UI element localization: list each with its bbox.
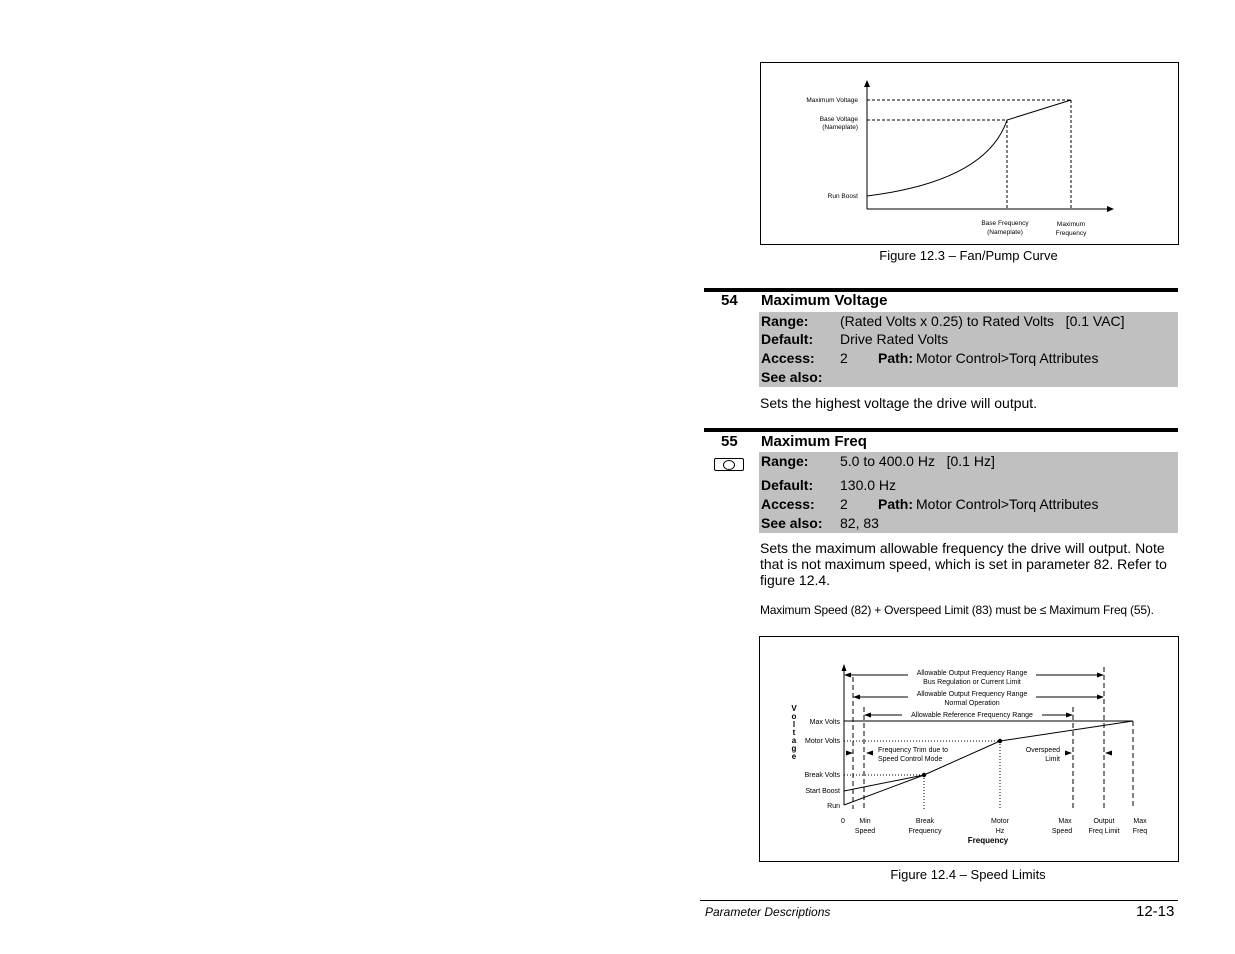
param-55-number: 55 <box>721 433 738 450</box>
stop-drive-icon <box>714 458 744 471</box>
label-run-boost: Run Boost <box>827 193 858 200</box>
param-55-note: Maximum Speed (82) + Overspeed Limit (83) must be ≤ Maximum Freq (55). <box>760 603 1154 617</box>
y-axis-title-letter: t <box>792 728 796 737</box>
param-54-number: 54 <box>721 292 738 309</box>
svg-text:Hz: Hz <box>995 828 1005 835</box>
figure-12-4-frame <box>759 636 1179 862</box>
param-54-default-value: Drive Rated Volts <box>840 331 949 347</box>
y-axis-title-letter: g <box>791 744 797 753</box>
annotation-normal-operation: Allowable Output Frequency Range <box>916 691 1028 698</box>
param-54-range-value: (Rated Volts x 0.25) to Rated Volts [0.1 VAC] <box>840 313 1125 329</box>
figure-12-4-caption: Figure 12.4 – Speed Limits <box>890 867 1046 882</box>
svg-text:Freq Limit: Freq Limit <box>1088 828 1120 835</box>
x-label-zero: 0 <box>841 818 845 825</box>
speed-limits-diagram <box>760 637 1178 861</box>
figure-12-3-frame <box>760 62 1179 245</box>
param-54-see-also-label: See also: <box>761 369 823 385</box>
param-54-path-value: Motor Control>Torq Attributes <box>916 350 1099 366</box>
param-54-range-label: Range: <box>761 313 809 329</box>
y-axis-title-letter: e <box>791 752 797 761</box>
svg-text:Normal Operation: Normal Operation <box>944 700 1000 707</box>
svg-text:(Nameplate): (Nameplate) <box>987 229 1023 236</box>
param-55-access-value: 2 <box>840 496 848 512</box>
fan-pump-curve <box>867 100 1071 196</box>
footer-rule <box>700 900 1178 901</box>
svg-text:Freq: Freq <box>1132 828 1148 835</box>
param-54-description: Sets the highest voltage the drive will output. <box>760 395 1038 411</box>
param-55-default-value: 130.0 Hz <box>840 477 897 493</box>
footer-section-name: Parameter Descriptions <box>705 905 831 919</box>
svg-text:Speed Control Mode: Speed Control Mode <box>878 756 943 763</box>
svg-text:Speed: Speed <box>1051 828 1073 835</box>
param-55-see-also-label: See also: <box>761 515 823 531</box>
param-54-access-label: Access: <box>761 350 815 366</box>
x-label-output-freq-limit: Output <box>1093 818 1115 825</box>
label-base-voltage: Base Voltage <box>819 116 858 123</box>
param-54-path-label: Path: <box>878 350 913 366</box>
param-55-rule <box>704 428 1178 432</box>
svg-text:(Nameplate): (Nameplate) <box>822 124 858 131</box>
x-label-motor-hz: Motor <box>991 818 1009 825</box>
y-axis-title-letter: V <box>791 704 797 713</box>
x-label-break-frequency: Break <box>915 818 935 825</box>
svg-text:Speed: Speed <box>854 828 876 835</box>
y-label-start-boost: Start Boost <box>805 788 840 795</box>
x-axis-title: Frequency <box>967 836 1009 845</box>
y-axis-title <box>791 704 797 761</box>
svg-text:Frequency: Frequency <box>908 828 942 835</box>
annotation-frequency-trim: Frequency Trim due to <box>878 747 949 754</box>
param-54-default-label: Default: <box>761 331 814 347</box>
y-label-max-volts: Max Volts <box>809 719 840 726</box>
x-label-max-speed: Max <box>1058 818 1072 825</box>
y-label-break-volts: Break Volts <box>804 772 840 779</box>
param-55-path-value: Motor Control>Torq Attributes <box>916 496 1099 512</box>
volts-per-hertz-curve <box>844 721 1133 805</box>
param-55-access-label: Access: <box>761 496 815 512</box>
y-axis-title-letter: o <box>791 712 797 721</box>
label-base-frequency: Base Frequency <box>981 220 1029 227</box>
annotation-overspeed-limit: Overspeed <box>1025 747 1060 754</box>
footer-page-number: 12-13 <box>1136 903 1175 920</box>
param-55-default-label: Default: <box>761 477 814 493</box>
x-label-min-speed: Min <box>859 818 871 825</box>
fan-pump-curve-diagram <box>761 63 1178 244</box>
y-axis-title-letter: l <box>792 720 796 729</box>
x-label-max-freq: Max <box>1133 818 1147 825</box>
annotation-reference-range: Allowable Reference Frequency Range <box>911 712 1033 719</box>
label-maximum-frequency: Maximum <box>1056 221 1086 228</box>
param-55-description: Sets the maximum allowable frequency the drive will output. Note that is not maximum speed, which is set in parameter 82. Refer to figure 12.4. <box>760 540 1167 588</box>
annotation-bus-regulation: Allowable Output Frequency Range <box>916 670 1028 677</box>
param-55-path-label: Path: <box>878 496 913 512</box>
svg-text:Limit: Limit <box>1045 756 1060 763</box>
label-max-voltage: Maximum Voltage <box>806 97 858 104</box>
y-label-motor-volts: Motor Volts <box>804 738 840 745</box>
param-55-range-value: 5.0 to 400.0 Hz [0.1 Hz] <box>840 453 995 469</box>
param-54-access-value: 2 <box>840 350 848 366</box>
y-axis-title-letter: a <box>791 736 797 745</box>
param-55-see-also-value: 82, 83 <box>840 515 879 531</box>
svg-text:Bus Regulation or Current Limi: Bus Regulation or Current Limit <box>923 679 1021 686</box>
figure-12-3-caption: Figure 12.3 – Fan/Pump Curve <box>879 248 1058 263</box>
param-55-range-label: Range: <box>761 453 809 469</box>
y-label-run: Run <box>827 803 840 810</box>
svg-text:Frequency: Frequency <box>1055 230 1087 237</box>
param-54-title: Maximum Voltage <box>761 292 888 309</box>
param-55-title: Maximum Freq <box>761 433 867 450</box>
